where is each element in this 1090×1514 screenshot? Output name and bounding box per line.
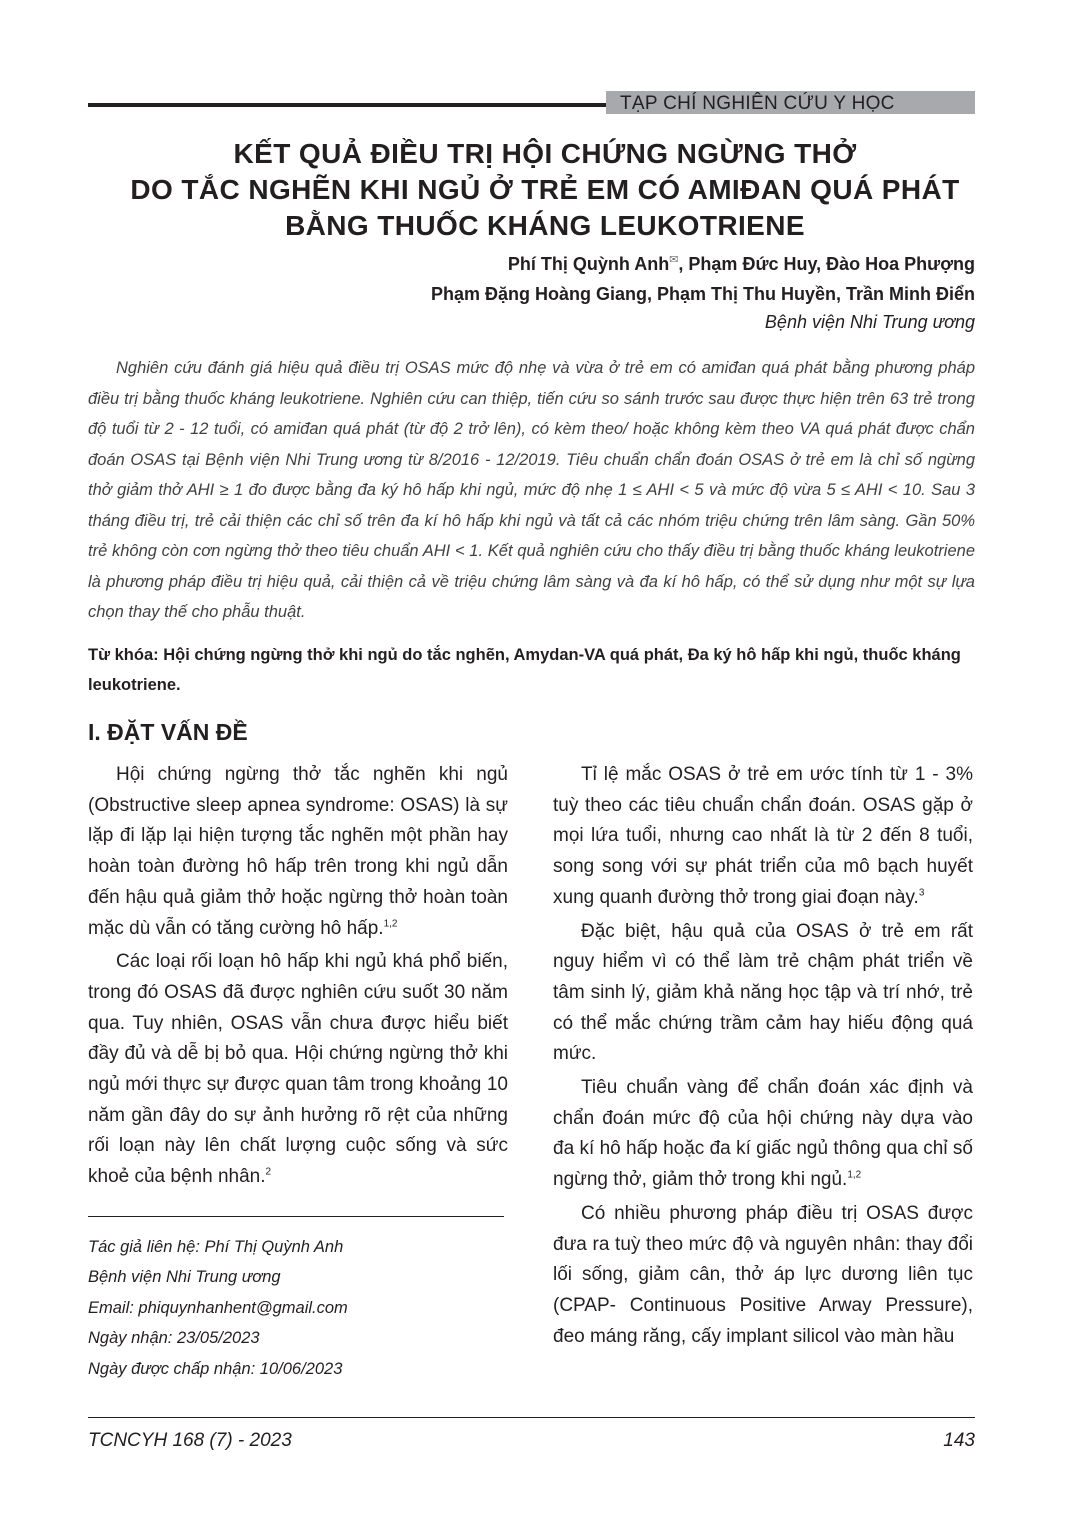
footnote-rule [88,1216,504,1217]
abstract: Nghiên cứu đánh giá hiệu quả điều trị OSAS mức độ nhẹ và vừa ở trẻ em có amiđan quá phát bằng phương pháp điều trị bằng thuốc kháng leukotriene. Nghiên cứu can thiệp, tiến cứu so sánh trước sau được thực hiện trên 63 trẻ trong độ tuổi từ 2 - 12 tuổi, có amiđan quá phát (từ độ 2 trở lên), có kèm theo/ hoặc không kèm theo VA quá phát được chẩn đoán OSAS tại Bệnh viện Nhi Trung ương từ 8/2016 - 12/2019. Tiêu chuẩn chẩn đoán OSAS ở trẻ em là chỉ số ngừng thở giảm thở AHI ≥ 1 đo được bằng đa ký hô hấp khi ngủ, mức độ nhẹ 1 ≤ AHI < 5 và mức độ vừa 5 ≤ AHI < 10. Sau 3 tháng điều trị, trẻ cải thiện các chỉ số trên đa kí hô hấp khi ngủ và tất cả các nhóm triệu chứng trên lâm sàng. Gần 50% trẻ không còn cơn ngừng thở theo tiêu chuẩn AHI < 1. Kết quả nghiên cứu cho thấy điều trị bằng thuốc kháng leukotriene là phương pháp điều trị hiệu quả, cải thiện cả về triệu chứng lâm sàng và đa kí hô hấp, có thể sử dụng như một sự lựa chọn thay thế cho phẫu thuật. [88,359,975,621]
paragraph [553,917,973,1071]
article-title [60,136,1030,244]
author-line-1 [431,245,975,279]
title-line-3: BẰNG THUỐC KHÁNG LEUKOTRIENE [285,210,805,241]
co-authors-line-1: , Phạm Đức Huy, Đào Hoa Phượng [678,254,975,274]
citation-ref: 1,2 [847,1169,862,1181]
affiliation: Bệnh viện Nhi Trung ương [764,312,975,332]
footnote-accepted: Ngày được chấp nhận: 10/06/2023 [88,1359,343,1378]
paragraph-text: Tiêu chuẩn vàng để chẩn đoán xác định và chẩn đoán mức độ của hội chứng này dựa vào đa kí hô hấp hoặc đa kí giấc ngủ thông qua chỉ số ngừng thở, giảm thở trong khi ngủ. [553,1077,973,1191]
title-line-1: KẾT QUẢ ĐIỀU TRỊ HỘI CHỨNG NGỪNG THỞ [233,138,857,169]
paragraph [553,1199,973,1353]
paragraph [553,760,973,914]
footnote-institution: Bệnh viện Nhi Trung ương [88,1268,281,1287]
keywords: Từ khóa: Hội chứng ngừng thở khi ngủ do tắc nghẽn, Amydan-VA quá phát, Đa ký hô hấp khi ngủ, thuốc kháng leukotriene. [88,646,961,694]
paragraph-text: Các loại rối loạn hô hấp khi ngủ khá phổ biến, trong đó OSAS đã được nghiên cứu suốt 30 năm qua. Tuy nhiên, OSAS vẫn chưa được hiểu biết đầy đủ và dễ bị bỏ qua. Hội chứng ngừng thở khi ngủ mới thực sự được quan tâm trong khoảng 10 năm gần đây do sự ảnh hưởng rõ rệt của những rối loạn này lên chất lượng cuộc sống và sức khoẻ của bệnh nhân. [88,951,508,1188]
right-column [553,760,973,1355]
title-line-2: DO TẮC NGHẼN KHI NGỦ Ở TRẺ EM CÓ AMIĐAN QUÁ PHÁT [130,174,960,205]
section-heading: I. ĐẶT VẤN ĐỀ [88,719,248,745]
author-line-2: Phạm Đặng Hoàng Giang, Phạm Thị Thu Huyền, Trần Minh Điển [430,284,975,304]
paragraph-text: Tỉ lệ mắc OSAS ở trẻ em ước tính từ 1 - 3% tuỳ theo các tiêu chuẩn chẩn đoán. OSAS gặp ở mọi lứa tuổi, nhưng cao nhất là từ 2 đến 8 tuổi, song song với sự phát triển của mô bạch huyết xung quanh đường thở trong giai đoạn này. [553,764,973,908]
author-list [431,245,975,309]
footnote-contact: Tác giả liên hệ: Phí Thị Quỳnh Anh [88,1238,344,1256]
citation-ref: 1,2 [383,918,398,930]
paragraph [88,760,508,944]
citation-ref: 3 [918,887,925,899]
journal-citation: TCNCYH 168 (7) - 2023 [88,1430,292,1451]
left-column [88,760,508,1196]
footer-rule [88,1417,975,1418]
footnote-email: Email: phiquynhanhent@gmail.com [88,1298,348,1317]
envelope-icon: ✉ [669,254,679,266]
page-number: 143 [943,1430,975,1451]
paragraph [88,947,508,1193]
journal-name-banner: TẠP CHÍ NGHIÊN CỨU Y HỌC [606,91,975,114]
paragraph-text: Đặc biệt, hậu quả của OSAS ở trẻ em rất nguy hiểm vì có thể làm trẻ chậm phát triển về tâm sinh lý, giảm khả năng học tập và trí nhớ, trẻ có thể mắc chứng trầm cảm hay hiếu động quá mức. [553,920,973,1065]
paragraph-text: Hội chứng ngừng thở tắc nghẽn khi ngủ (Obstructive sleep apnea syndrome: OSAS) là sự lặp đi lặp lại hiện tượng tắc nghẽn một phần hay hoàn toàn đường hô hấp trên trong khi ngủ dẫn đến hậu quả giảm thở hoặc ngừng thở hoàn toàn mặc dù vẫn có tăng cường hô hấp. [88,764,508,939]
paragraph [553,1073,973,1196]
header-rule [88,103,608,107]
correspondence-footnote [88,1232,348,1384]
footnote-received: Ngày nhận: 23/05/2023 [88,1329,260,1348]
citation-ref: 2 [265,1166,272,1178]
paragraph-text: Có nhiều phương pháp điều trị OSAS được đưa ra tuỳ theo mức độ và nguyên nhân: thay đổi lối sống, giảm cân, thở áp lực dương liên tục (CPAP- Continuous Positive Arway Pressure), đeo máng răng, cấy implant silicol vào màn hầu [553,1202,973,1347]
corresponding-author: Phí Thị Quỳnh Anh [507,254,670,274]
